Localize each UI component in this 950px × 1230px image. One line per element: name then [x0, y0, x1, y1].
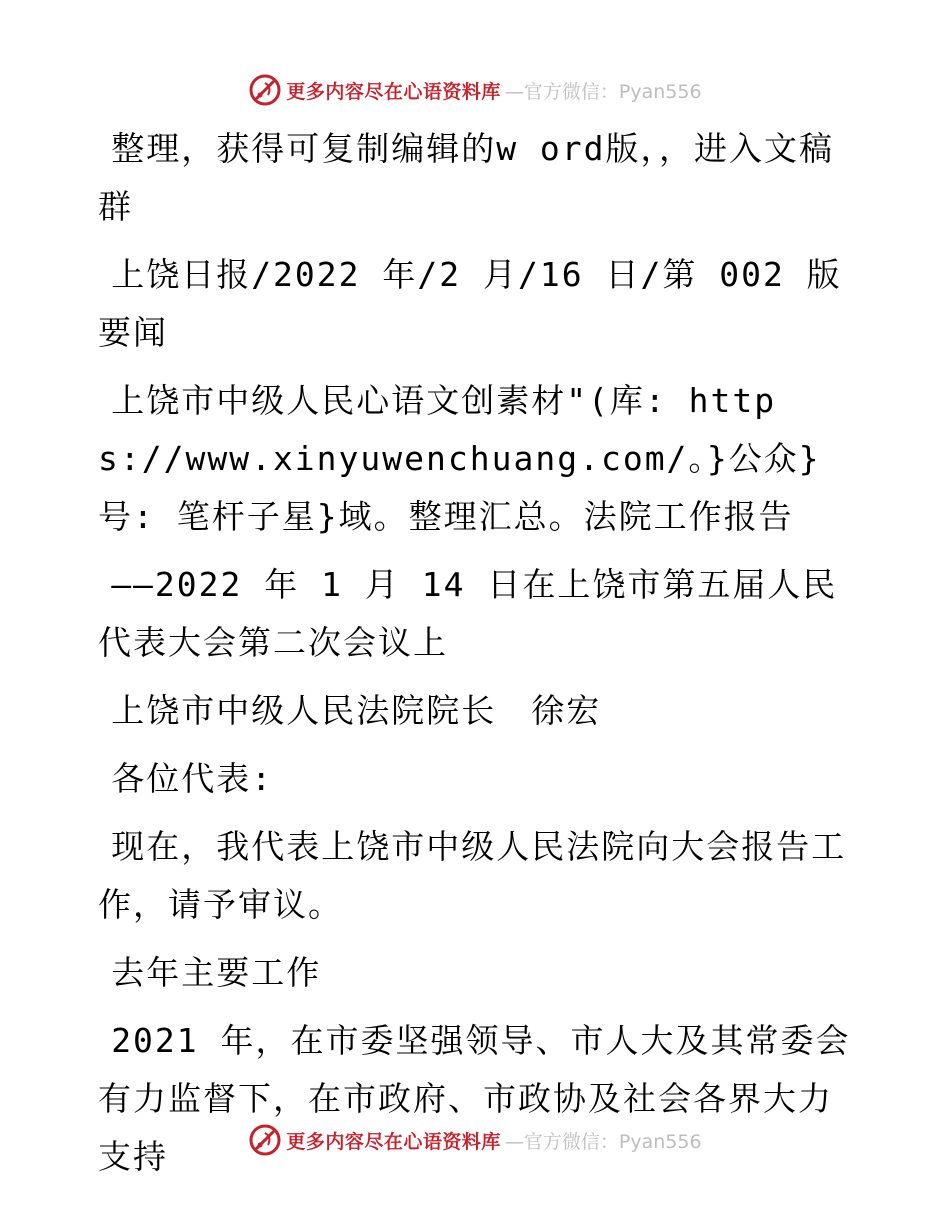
paragraph-2: 上饶日报/2022 年/2 月/16 日/第 002 版要闻 — [98, 255, 842, 352]
paragraph-8: 去年主要工作 — [111, 953, 322, 992]
paragraph-7: 现在，我代表上饶市中级人民法院向大会报告工作，请予审议。 — [98, 827, 847, 924]
header-contact: —官方微信：Pyan556 — [504, 80, 702, 103]
footer-contact: —官方微信：Pyan556 — [504, 1130, 702, 1153]
paragraph-1: 整理，获得可复制编辑的w ord版，，进入文稿群 — [98, 129, 835, 226]
document-body — [98, 120, 858, 1196]
footer-watermark — [0, 1120, 950, 1160]
paragraph-4: ——2022 年 1 月 14 日在上饶市第五届人民代表大会第二次会议上 — [98, 565, 838, 662]
paragraph-9: 2021 年，在市委坚强领导、市人大及其常委会有力监督下，在市政府、市政协及社会各界大力支持 — [98, 1021, 851, 1176]
header-slogan: 更多内容尽在心语资料库 — [286, 80, 501, 103]
paragraph-5: 上饶市中级人民法院院长 徐宏 — [111, 691, 602, 730]
header-watermark — [0, 70, 950, 110]
logo-icon — [248, 1123, 282, 1157]
footer-slogan: 更多内容尽在心语资料库 — [286, 1130, 501, 1153]
logo-icon — [248, 73, 282, 107]
paragraph-6: 各位代表: — [111, 759, 274, 798]
paragraph-3: 上饶市中级人民心语文创素材"(库: https://www.xinyuwenchuang.com/。}公众}号: 笔杆子星}域。整理汇总。法院工作报告 — [98, 381, 821, 536]
